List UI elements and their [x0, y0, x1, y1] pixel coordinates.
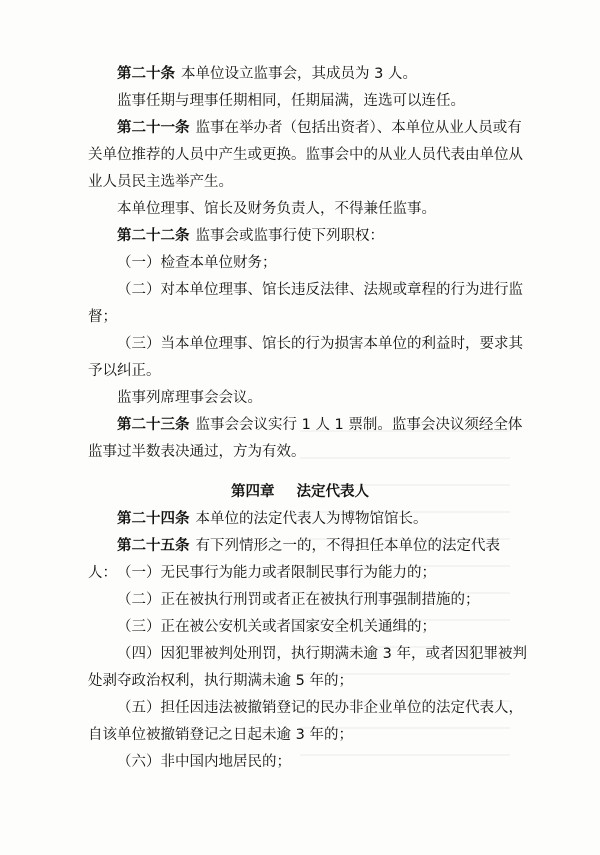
paragraph-art21: [88, 115, 528, 196]
paragraph-text: （二）正在被执行刑罚或者正在被执行刑事强制措施的；: [117, 592, 480, 608]
paragraph-text: （三）正在被公安机关或者国家安全机关通缉的；: [117, 619, 436, 635]
paragraph-text: 本单位的法定代表人为博物馆馆长。: [195, 511, 428, 527]
paragraph-art20: [88, 61, 528, 88]
paragraph-text: 监事列席理事会会议。: [117, 390, 262, 406]
list-item-4: [88, 641, 528, 695]
paragraph-text: 有下列情形之一的，不得担任本单位的法定代表人：: [88, 538, 500, 581]
paragraph-text: （三）当本单位理事、馆长的行为损害本单位的利益时，要求其予以纠正。: [88, 336, 523, 379]
paragraph-text: 本单位理事、馆长及财务负责人，不得兼任监事。: [117, 201, 436, 217]
paragraph-art24: [88, 506, 528, 533]
paragraph-supervisor-term: [88, 88, 528, 115]
paragraph-text: （四）因犯罪被判处刑罚，执行期满未逾 3 年，或者因犯罪被判处剥夺政治权利，执行期满未逾 5 年的；: [88, 646, 527, 689]
paragraph-attend-meeting: [88, 385, 528, 412]
list-item-3: [88, 331, 528, 385]
paragraph-text: 本单位设立监事会，其成员为 3 人。: [181, 66, 417, 82]
list-item-1: [88, 560, 528, 587]
article-number: 第二十四条: [117, 511, 190, 527]
list-item-2: [88, 587, 528, 614]
chapter-title: 法定代表人: [296, 484, 369, 500]
paragraph-text: 监事会会议实行 1 人 1 票制。监事会决议须经全体监事过半数表决通过，方为有效。: [88, 417, 523, 460]
paragraph-text: （一）检查本单位财务；: [117, 255, 277, 271]
list-item-1: [88, 250, 528, 277]
article-number: 第二十三条: [117, 417, 190, 433]
paragraph-art22: [88, 223, 528, 250]
chapter-heading: [0, 479, 600, 506]
article-number: 第二十条: [117, 66, 175, 82]
chapter-number: 第四章: [231, 484, 275, 500]
article-number: 第二十二条: [117, 228, 190, 244]
list-item-3: [88, 614, 528, 641]
list-item-2: [88, 277, 528, 331]
article-number: 第二十一条: [117, 120, 190, 136]
paragraph-text: （六）非中国内地居民的；: [117, 754, 291, 770]
paragraph-text: （二）对本单位理事、馆长违反法律、法规或章程的行为进行监督；: [88, 282, 523, 325]
list-item-5: [88, 695, 528, 749]
paragraph-text: 监事任期与理事任期相同，任期届满，连选可以连任。: [117, 93, 465, 109]
list-item-6: [88, 749, 528, 776]
paragraph-text: （五）担任因违法被撤销登记的民办非企业单位的法定代表人，自该单位被撤销登记之日起未逾 3 年的；: [88, 700, 523, 743]
paragraph-text: 监事在举办者（包括出资者）、本单位从业人员或有关单位推荐的人员中产生或更换。监事会中的从业人员代表由单位从业人员民主选举产生。: [88, 120, 523, 190]
paragraph-no-concurrent: [88, 196, 528, 223]
paragraph-art23: [88, 412, 528, 466]
paragraph-text: 监事会或监事行使下列职权：: [195, 228, 384, 244]
paragraph-text: （一）无民事行为能力或者限制民事行为能力的；: [117, 565, 436, 581]
article-number: 第二十五条: [117, 538, 190, 554]
